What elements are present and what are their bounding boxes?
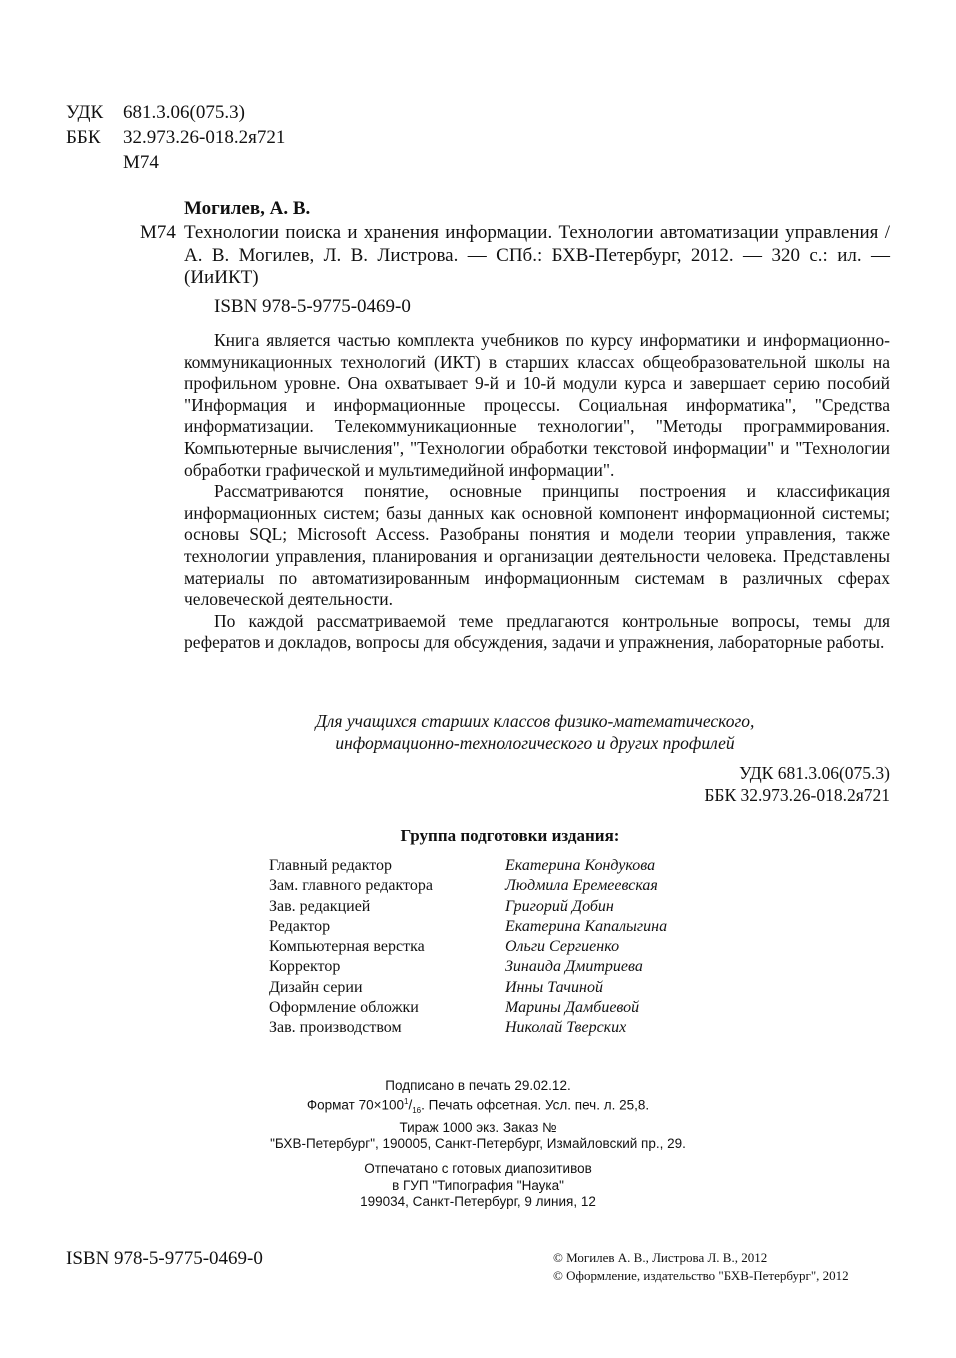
classification-codes <box>704 762 890 806</box>
staff-row <box>269 917 667 937</box>
staff-role: Корректор <box>269 958 341 976</box>
staff-name: Людмила Еремеевская <box>505 877 658 895</box>
bbk-code: ББК 32.973.26-018.2я721 <box>704 785 890 805</box>
udk-value: 681.3.06(075.3) <box>123 102 245 123</box>
staff-name: Екатерина Кондукова <box>505 857 656 874</box>
staff-row <box>269 897 667 917</box>
copyright-line: © Могилев А. В., Листрова Л. В., 2012 <box>553 1250 768 1265</box>
format-prefix: Формат 70×100 <box>306 1097 405 1113</box>
print-run: Тираж 1000 экз. Заказ № <box>399 1119 557 1135</box>
bibliographic-description: Технологии поиска и хранения информации. Технологии автоматизации управления / А. В. Могилев, Л. В. Листрова. — СПб.: БХВ-Петербург, 2012. — 320 с.: ил. — (ИиИКТ) <box>184 222 890 288</box>
staff-role: Главный редактор <box>269 857 393 874</box>
isbn-footer: ISBN 978-5-9775-0469-0 <box>66 1248 263 1269</box>
staff-name: Николай Тверских <box>505 1019 627 1037</box>
author-name: Могилев, А. В. <box>184 198 311 219</box>
staff-role: Зав. производством <box>269 1019 402 1037</box>
printer-address: 199034, Санкт-Петербург, 9 линия, 12 <box>360 1193 596 1209</box>
audience-note <box>260 710 810 754</box>
staff-name: Марины Дамбиевой <box>505 999 640 1017</box>
bbk-value: 32.973.26-018.2я721 <box>123 127 286 148</box>
staff-role: Зав. редакцией <box>269 897 371 915</box>
udk-label: УДК <box>66 102 104 123</box>
staff-name: Инны Тачиной <box>505 978 603 996</box>
staff-name: Григорий Добин <box>505 897 614 915</box>
copyright-block <box>553 1249 849 1285</box>
audience-line: информационно-технологического и других профилей <box>335 733 735 753</box>
bbk-row <box>66 125 285 150</box>
annotation-paragraph: Книга является частью комплекта учебников по курсу информатики и информационно-коммуникационных технологий (ИКТ) в старших классах общеобразовательной школы на профильном уровне. Она охватывает 9-й и 10-й модули курса и завершает серию пособий "Информация и информационные процессы. Социальная информатика", "Средства информатизации. Телекоммуникационные технологии", "Методы программирования. Компьютерные вычисления", "Технологии обработки текстовой информации" и "Технологии обработки графической и мультимедийной информации". <box>184 330 890 480</box>
staff-role: Оформление обложки <box>269 999 419 1017</box>
staff-row <box>269 978 667 998</box>
format-line: Формат $70\times 100^1/_{16}$. Печать офсетная. Усл. печ. л. 25,8. <box>306 1097 650 1116</box>
author-mark-row <box>66 150 285 175</box>
annotation-paragraph: Рассматриваются понятие, основные принципы построения и классификация информационных систем; базы данных как основной компонент информационной системы; основы SQL; Microsoft Access. Разобраны понятия и модели теории управления, также технологии управления, планирования и организации деятельности человека. Представлены материалы по автоматизированным информационным системам в различных сферах человеческой деятельности. <box>184 481 890 610</box>
format-sup: 1 <box>404 1097 409 1107</box>
format-sub: 16 <box>412 1106 422 1116</box>
copyright-line: © Оформление, издательство "БХВ-Петербург", 2012 <box>553 1268 849 1283</box>
bbk-label: ББК <box>66 127 101 148</box>
printed-from: Отпечатано с готовых диапозитивов <box>364 1161 592 1177</box>
staff-row <box>269 998 667 1018</box>
staff-role: Зам. главного редактора <box>269 877 433 895</box>
annotation <box>184 330 890 654</box>
catalog-code: М74 <box>140 222 176 243</box>
staff-role: Компьютерная верстка <box>269 938 425 956</box>
staff-role: Дизайн серии <box>269 978 363 996</box>
staff-row <box>269 876 667 896</box>
staff-row <box>269 1018 667 1038</box>
annotation-paragraph: По каждой рассматриваемой теме предлагаются контрольные вопросы, темы для рефератов и докладов, вопросы для обсуждения, задачи и упражнения, лабораторные работы. <box>184 610 890 653</box>
staff-row <box>269 856 667 876</box>
staff-name: Зинаида Дмитриева <box>505 958 643 976</box>
format-suffix: . Печать офсетная. Усл. печ. л. 25,8. <box>421 1097 650 1113</box>
author-mark: М74 <box>123 152 159 173</box>
isbn-record: ISBN 978-5-9775-0469-0 <box>214 296 411 317</box>
udk-code: УДК 681.3.06(075.3) <box>739 763 890 783</box>
imprint-block <box>200 1078 756 1210</box>
publisher-address: "БХВ-Петербург", 190005, Санкт-Петербург, Измайловский пр., 29. <box>270 1136 686 1152</box>
printer-name: в ГУП "Типография "Наука" <box>392 1177 564 1193</box>
staff-row <box>269 937 667 957</box>
classification-block <box>66 100 285 175</box>
staff-row <box>269 957 667 977</box>
staff-role: Редактор <box>269 917 331 935</box>
staff-name: Ольги Сергиенко <box>505 938 620 956</box>
staff-name: Екатерина Капалыгина <box>505 917 668 935</box>
preparation-title: Группа подготовки издания: <box>400 826 620 845</box>
signed-date: Подписано в печать 29.02.12. <box>385 1078 571 1093</box>
udk-row <box>66 100 285 125</box>
audience-line: Для учащихся старших классов физико-математического, <box>315 711 755 731</box>
staff-list <box>269 856 667 1039</box>
